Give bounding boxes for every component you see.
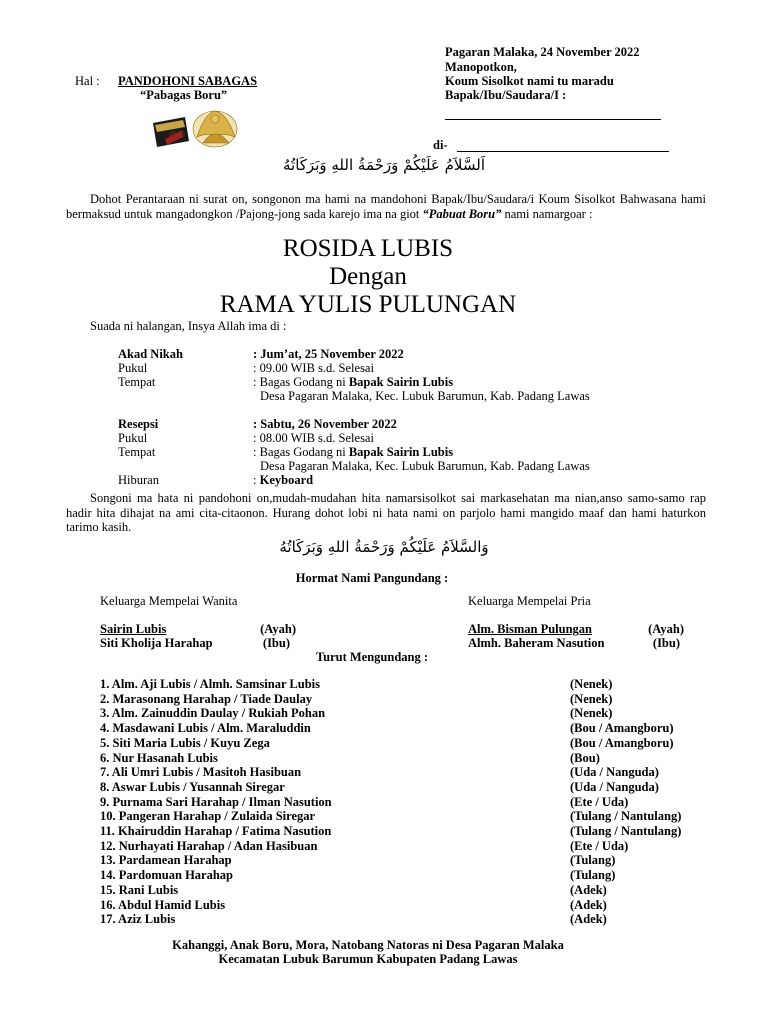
list-item (100, 853, 700, 867)
footer-line-1: Kahanggi, Anak Boru, Mora, Natobang Natoras ni Desa Pagaran Malaka (172, 938, 564, 952)
invitee-relation: (Nenek) (570, 691, 613, 706)
closing-paragraph (66, 491, 706, 535)
di-label: di- (433, 138, 448, 152)
wedding-couple-ornament-icon (145, 103, 245, 153)
invitee-name: 17. Aziz Lubis (100, 912, 176, 927)
invitee-name: 15. Rani Lubis (100, 882, 179, 897)
list-item (100, 765, 700, 779)
hiburan-label: Hiburan (118, 473, 159, 487)
list-item (100, 912, 700, 926)
hormat-label: Hormat Nami Pangundang : (295, 571, 449, 585)
intro-text-end: nami namargoar : (501, 206, 593, 221)
recipient-line-1: Manopotkon, (445, 60, 517, 74)
invitee-name: 16. Abdul Hamid Lubis (100, 897, 226, 912)
resepsi-time-value: : 08.00 WIB s.d. Selesai (253, 431, 374, 445)
footer-line-2: Kecamatan Lubuk Barumun Kabupaten Padang Lawas (218, 952, 518, 966)
list-item (100, 721, 700, 735)
bride-name: ROSIDA LUBIS (282, 235, 454, 262)
couple-connector: Dengan (329, 263, 407, 290)
invitee-relation: (Ete / Uda) (570, 794, 629, 809)
list-item (100, 883, 700, 897)
akad-date: : Jum’at, 25 November 2022 (253, 347, 404, 361)
list-item (100, 824, 700, 838)
invitee-name: 13. Pardamean Harahap (100, 853, 232, 868)
invitee-relation: (Uda / Nanguda) (570, 779, 659, 794)
akad-time-value: : 09.00 WIB s.d. Selesai (253, 361, 374, 375)
invitee-name: 4. Masdawani Lubis / Alm. Maraluddin (100, 721, 311, 736)
bride-family-heading: Keluarga Mempelai Wanita (100, 594, 238, 608)
invitee-name: 14. Pardomuan Harahap (100, 868, 234, 883)
list-item (100, 736, 700, 750)
groom-name: RAMA YULIS PULUNGAN (219, 291, 517, 318)
invitee-relation: (Bou) (570, 750, 600, 765)
list-item (100, 677, 700, 691)
hiburan-value: : Keyboard (253, 473, 314, 487)
resepsi-label: Resepsi (118, 417, 159, 431)
intro-text: Dohot Perantaraan ni surat on, songonon ma hami na mandohoni Bapak/Ibu/Saudara/i Koum Sisolkot Bahwasana hami bermaksud untuk mangadongkon /Pajong-jong sada karejo ima na giot (66, 192, 706, 221)
invitee-name: 12. Nurhayati Harahap / Adan Hasibuan (100, 838, 318, 853)
invitee-name: 3. Alm. Zainuddin Daulay / Rukiah Pohan (100, 706, 326, 721)
invitee-relation: (Uda / Nanguda) (570, 765, 659, 780)
invitee-relation: (Bou / Amangboru) (570, 735, 674, 750)
resepsi-address: Desa Pagaran Malaka, Kec. Lubuk Barumun, Kab. Padang Lawas (260, 459, 590, 473)
akad-address: Desa Pagaran Malaka, Kec. Lubuk Barumun, Kab. Padang Lawas (260, 389, 590, 403)
list-item (100, 706, 700, 720)
invitee-relation: (Tulang / Nantulang) (570, 809, 682, 824)
invitee-relation: (Adek) (570, 897, 607, 912)
akad-time-label: Pukul (118, 361, 148, 375)
resepsi-place-value: : Bagas Godang ni Bapak Sairin Lubis (253, 445, 454, 459)
list-item (100, 692, 700, 706)
akad-place-value: : Bagas Godang ni Bapak Sairin Lubis (253, 375, 454, 389)
list-item (100, 780, 700, 794)
invitee-relation: (Adek) (570, 882, 607, 897)
list-item (100, 898, 700, 912)
intro-emphasis: “Pabuat Boru” (422, 206, 502, 221)
akad-place-label: Tempat (118, 375, 156, 389)
invitee-relation: (Bou / Amangboru) (570, 721, 674, 736)
recipient-line-2: Koum Sisolkot nami tu maradu (445, 74, 614, 88)
groom-family-heading: Keluarga Mempelai Pria (468, 594, 591, 608)
invitee-name: 11. Khairuddin Harahap / Fatima Nasution (100, 824, 332, 838)
list-item (100, 868, 700, 882)
groom-father: Alm. Bisman Pulungan (Ayah) (468, 622, 684, 636)
recipient-blank-line (445, 119, 661, 120)
hal-label: Hal : (75, 74, 100, 88)
hal-subtitle: “Pabagas Boru” (140, 88, 228, 102)
bride-father: Sairin Lubis (Ayah) (100, 622, 296, 636)
invitee-relation: (Adek) (570, 912, 607, 927)
invitee-name: 6. Nur Hasanah Lubis (100, 750, 218, 765)
resepsi-date: : Sabtu, 26 November 2022 (253, 417, 397, 431)
list-item (100, 809, 700, 823)
di-blank-line (457, 151, 669, 152)
list-item (100, 795, 700, 809)
recipient-line-3: Bapak/Ibu/Saudara/I : (445, 88, 567, 102)
turut-label: Turut Mengundang : (315, 650, 429, 664)
opening-greeting: اَلسَّلاَمُ عَلَيْكُمْ وَرَحْمَةُ اللهِ وَبَرَكَاتُهُ (283, 156, 485, 174)
intro-paragraph (66, 192, 706, 221)
list-item (100, 751, 700, 765)
hal-value: PANDOHONI SABAGAS (118, 74, 258, 88)
bride-mother: Siti Kholija Harahap (Ibu) (100, 636, 290, 650)
invitee-relation: (Tulang / Nantulang) (570, 824, 682, 838)
invitee-name: 7. Ali Umri Lubis / Masitoh Hasibuan (100, 765, 302, 780)
closing-greeting: وَالسَّلاَمُ عَلَيْكُمْ وَرَحْمَةُ اللهِ وَبَرَكَاتُهُ (279, 538, 489, 556)
invitee-name: 9. Purnama Sari Harahap / Ilman Nasution (100, 794, 332, 809)
closing-text: Songoni ma hata ni pandohoni on,mudah-mudahan hita namarsisolkot sai markasehatan ma nian,anso samo-samo rap hadir hita dihajat na ami cita-citaonon. Hurang dohot lobi ni hata nami on parjolo hami mangido maaf dan hami haturkon tarimo kasih. (66, 491, 706, 535)
invitee-name: 2. Marasonang Harahap / Tiade Daulay (100, 691, 313, 706)
invitee-name: 10. Pangeran Harahap / Zulaida Siregar (100, 809, 316, 824)
invitee-relation: (Tulang) (570, 853, 616, 868)
akad-label: Akad Nikah (118, 347, 183, 361)
place-date: Pagaran Malaka, 24 November 2022 (445, 45, 640, 59)
resepsi-place-label: Tempat (118, 445, 156, 459)
invitee-relation: (Ete / Uda) (570, 838, 629, 853)
invitee-name: 8. Aswar Lubis / Yusannah Siregar (100, 779, 285, 794)
schedule-intro: Suada ni halangan, Insya Allah ima di : (90, 319, 287, 333)
invitee-relation: (Tulang) (570, 868, 616, 883)
invitee-name: 1. Alm. Aji Lubis / Almh. Samsinar Lubis (100, 677, 320, 691)
invitee-name: 5. Siti Maria Lubis / Kuyu Zega (100, 735, 270, 750)
resepsi-time-label: Pukul (118, 431, 148, 445)
list-item (100, 839, 700, 853)
invitee-relation: (Nenek) (570, 706, 613, 721)
invitee-relation: (Nenek) (570, 677, 613, 691)
groom-mother: Almh. Baheram Nasution (Ibu) (468, 636, 680, 650)
